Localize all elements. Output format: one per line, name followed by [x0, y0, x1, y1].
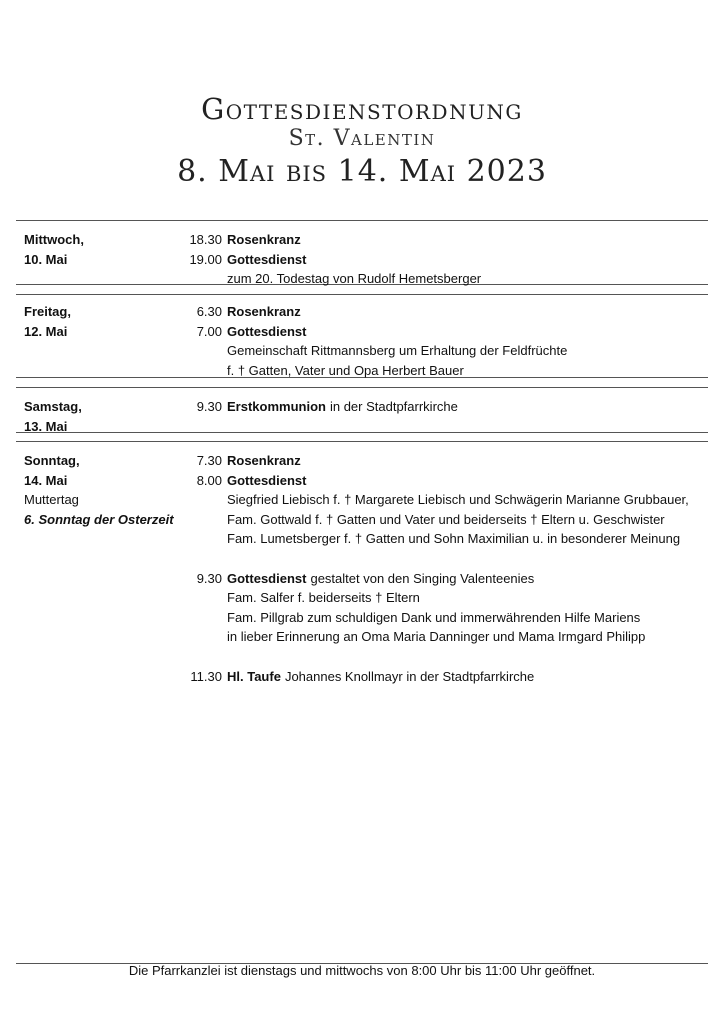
event-time: 11.30 [190, 668, 222, 684]
date: 13. Mai [24, 418, 68, 434]
page-title: Gottesdienstordnung [201, 92, 523, 126]
event-location: in der Stadtpfarrkirche [329, 399, 458, 414]
section-divider [16, 220, 708, 221]
day-label [24, 230, 194, 269]
event-time: 6.30 [196, 304, 222, 319]
section-divider [16, 387, 708, 388]
weekday: Sonntag, [24, 453, 80, 468]
date-range: 8. Mai bis 14. Mai 2023 [177, 154, 547, 189]
date: 10. Mai [24, 251, 68, 267]
event [178, 302, 708, 322]
day-label [24, 397, 194, 436]
event-time: 8.00 [196, 472, 222, 488]
event-intention: Fam. Salfer f. beiderseits † Eltern [227, 590, 420, 605]
event-description: Johannes Knollmayr in der Stadtpfarrkirche [284, 668, 535, 684]
event-time: 7.00 [196, 323, 222, 339]
event [178, 451, 708, 471]
event-intention: f. † Gatten, Vater und Opa Herbert Bauer [227, 362, 464, 378]
document-header [0, 92, 724, 192]
event-intention: in lieber Erinnerung an Oma Maria Danninger und Mama Irmgard Philipp [227, 629, 646, 644]
event-list [178, 302, 708, 380]
event-list [178, 397, 708, 417]
event-time: 9.30 [196, 570, 222, 586]
event-title: Rosenkranz [227, 304, 301, 319]
parish-name: St. Valentin [288, 126, 436, 151]
event-intention: zum 20. Todestag von Rudolf Hemetsberger [227, 271, 482, 286]
office-hours-note: Die Pfarrkanzlei ist dienstags und mittwochs von 8:00 Uhr bis 11:00 Uhr geöffnet. [128, 963, 596, 978]
weekday: Freitag, [24, 304, 71, 319]
section-divider [16, 294, 708, 295]
event-time: 9.30 [196, 399, 222, 414]
event [178, 250, 708, 289]
day-note: Muttertag [24, 492, 79, 507]
event-title: Rosenkranz [227, 453, 301, 468]
liturgical-feast: 6. Sonntag der Osterzeit [24, 511, 174, 527]
event-title: Gottesdienst [227, 472, 307, 488]
event [178, 471, 708, 549]
weekday: Mittwoch, [24, 232, 84, 247]
event-intention: Siegfried Liebisch f. † Margarete Liebisch und Schwägerin Marianne Grubbauer, [227, 492, 689, 507]
event [178, 230, 708, 250]
event-intention: Gemeinschaft Rittmannsberg um Erhaltung der Feldfrüchte [227, 343, 568, 358]
event-list [178, 230, 708, 289]
event-title: Rosenkranz [227, 232, 301, 247]
event [178, 397, 708, 417]
day-label [24, 302, 194, 341]
weekday: Samstag, [24, 399, 82, 414]
date: 14. Mai [24, 472, 68, 488]
event [178, 569, 708, 647]
event-intention: Fam. Pillgrab zum schuldigen Dank und immerwährenden Hilfe Mariens [227, 609, 641, 625]
event-title: Gottesdienst [227, 323, 307, 339]
event-time: 7.30 [196, 453, 222, 468]
event [178, 667, 708, 687]
section-divider [16, 441, 708, 442]
event-time: 18.30 [189, 232, 222, 247]
event-title: Hl. Taufe [227, 668, 281, 684]
event-intention: Fam. Lumetsberger f. † Gatten und Sohn Maximilian u. in besonderer Meinung [227, 531, 681, 546]
event-intention: Fam. Gottwald f. † Gatten und Vater und beiderseits † Eltern u. Geschwister [227, 511, 665, 527]
date: 12. Mai [24, 323, 68, 339]
day-label [24, 451, 194, 529]
event-title: Gottesdienst [227, 570, 307, 586]
event-description: gestaltet von den Singing Valenteenies [310, 570, 535, 586]
event [178, 322, 708, 381]
event-time: 19.00 [189, 251, 222, 267]
event-title: Gottesdienst [227, 251, 307, 267]
event-title: Erstkommunion [227, 399, 326, 414]
event-list [178, 451, 708, 686]
